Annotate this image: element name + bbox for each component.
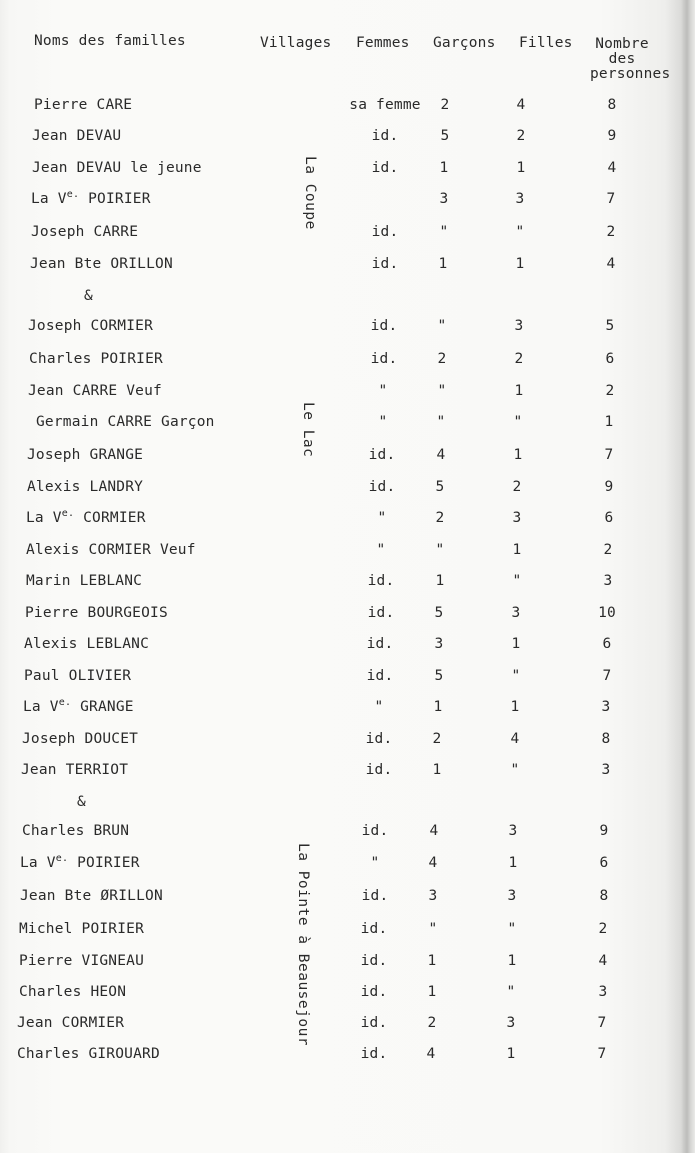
- family-name: Charles BRUN: [22, 823, 130, 839]
- femmes-value: ": [377, 510, 387, 526]
- family-name: Jean Bte ØRILLON: [20, 888, 163, 904]
- header-villages: Villages: [260, 35, 332, 51]
- family-name: Michel POIRIER: [19, 921, 145, 937]
- table-row: [0, 126, 695, 146]
- page-edge-shadow: [681, 0, 695, 1153]
- garcons-value: 2: [432, 731, 442, 747]
- header-family-names: Noms des familles: [34, 33, 186, 49]
- filles-value: 3: [514, 318, 524, 334]
- filles-value: 1: [506, 1046, 516, 1062]
- filles-value: ": [510, 762, 520, 778]
- femmes-value: ": [370, 855, 380, 871]
- femmes-value: id.: [370, 351, 398, 367]
- femmes-value: id.: [360, 1015, 388, 1031]
- nombre-value: 4: [598, 953, 608, 969]
- garcons-value: 1: [439, 160, 449, 176]
- femmes-value: id.: [371, 256, 399, 272]
- family-name: Alexis LANDRY: [27, 479, 144, 495]
- filles-value: 2: [512, 479, 522, 495]
- family-name-surname: POIRIER: [79, 191, 151, 207]
- femmes-value: sa femme: [349, 97, 421, 113]
- garcons-value: 4: [429, 823, 439, 839]
- table-row: [0, 189, 695, 209]
- table-row: [0, 951, 695, 971]
- filles-value: 2: [516, 128, 526, 144]
- filles-value: 1: [516, 160, 526, 176]
- family-name: Charles HEON: [19, 984, 127, 1000]
- table-row: [0, 222, 695, 242]
- nombre-value: 6: [605, 351, 615, 367]
- table-row: [0, 158, 695, 178]
- family-name: Joseph CORMIER: [28, 318, 154, 334]
- veuve-superscript: e.: [58, 697, 72, 708]
- table-row: [0, 982, 695, 1002]
- family-name: Paul OLIVIER: [24, 668, 132, 684]
- nombre-value: 8: [607, 97, 617, 113]
- garcons-value: 4: [428, 855, 438, 871]
- garcons-value: 3: [439, 191, 449, 207]
- family-name-surname: GRANGE: [71, 699, 134, 715]
- filles-value: 3: [511, 605, 521, 621]
- table-row: [0, 1013, 695, 1033]
- garcons-value: ": [437, 383, 447, 399]
- garcons-value: 3: [428, 888, 438, 904]
- nombre-value: 6: [604, 510, 614, 526]
- filles-value: 4: [510, 731, 520, 747]
- nombre-value: 6: [602, 636, 612, 652]
- family-name-prefix: La V: [23, 699, 59, 715]
- garcons-value: 2: [435, 510, 445, 526]
- table-row: [0, 412, 695, 432]
- family-name: Charles GIROUARD: [17, 1046, 160, 1062]
- ampersand-row: [0, 792, 695, 812]
- table-row: [0, 1044, 695, 1064]
- nombre-value: 9: [599, 823, 609, 839]
- table-row: [0, 477, 695, 497]
- nombre-value: 3: [598, 984, 608, 1000]
- family-name: Pierre CARE: [34, 97, 133, 113]
- table-row: [0, 603, 695, 623]
- femmes-value: ": [378, 383, 388, 399]
- filles-value: ": [506, 984, 516, 1000]
- garcons-value: 1: [427, 953, 437, 969]
- header-nombre-line2: des: [608, 51, 636, 67]
- garcons-value: 5: [435, 479, 445, 495]
- table-row: [0, 821, 695, 841]
- family-name: Jean Bte ORILLON: [30, 256, 173, 272]
- header-nombre-line1: Nombre: [595, 36, 649, 52]
- family-name: Charles POIRIER: [29, 351, 163, 367]
- filles-value: 1: [514, 383, 524, 399]
- filles-value: 4: [516, 97, 526, 113]
- family-name: Joseph CARRE: [31, 224, 139, 240]
- femmes-value: id.: [366, 668, 394, 684]
- filles-value: 1: [507, 953, 517, 969]
- femmes-value: id.: [368, 479, 396, 495]
- filles-value: 3: [506, 1015, 516, 1031]
- filles-value: ": [513, 414, 523, 430]
- table-row: [0, 381, 695, 401]
- nombre-value: 7: [597, 1015, 607, 1031]
- family-name: Alexis CORMIER Veuf: [26, 542, 196, 558]
- family-name: Joseph DOUCET: [22, 731, 139, 747]
- garcons-value: 5: [434, 668, 444, 684]
- header-filles: Filles: [519, 35, 573, 51]
- family-name: Jean DEVAU: [32, 128, 122, 144]
- nombre-value: 7: [606, 191, 616, 207]
- femmes-value: id.: [360, 1046, 388, 1062]
- femmes-value: id.: [360, 921, 388, 937]
- garcons-value: 1: [438, 256, 448, 272]
- filles-value: 1: [510, 699, 520, 715]
- nombre-value: 4: [606, 256, 616, 272]
- table-row: [0, 571, 695, 591]
- garcons-value: ": [428, 921, 438, 937]
- nombre-value: 7: [602, 668, 612, 684]
- garcons-value: 1: [433, 699, 443, 715]
- family-name: Jean DEVAU le jeune: [32, 160, 202, 176]
- header-nombre-line3: personnes: [590, 66, 671, 82]
- table-row: [0, 95, 695, 115]
- header-garcons: Garçons: [433, 35, 496, 51]
- family-name: Marin LEBLANC: [26, 573, 143, 589]
- veuve-superscript: e.: [66, 189, 80, 200]
- femmes-value: id.: [365, 731, 393, 747]
- nombre-value: 8: [601, 731, 611, 747]
- village-label-la-coupe: La Coupe: [302, 156, 318, 230]
- filles-value: 1: [515, 256, 525, 272]
- femmes-value: id.: [371, 224, 399, 240]
- family-name: [31, 189, 151, 209]
- family-name: Jean CARRE Veuf: [28, 383, 162, 399]
- femmes-value: id.: [366, 636, 394, 652]
- nombre-value: 9: [607, 128, 617, 144]
- table-row: [0, 316, 695, 336]
- nombre-value: 9: [604, 479, 614, 495]
- garcons-value: 2: [427, 1015, 437, 1031]
- filles-value: 2: [514, 351, 524, 367]
- nombre-value: 2: [603, 542, 613, 558]
- femmes-value: id.: [367, 605, 395, 621]
- filles-value: 1: [508, 855, 518, 871]
- table-row: [0, 254, 695, 274]
- garcons-value: 3: [434, 636, 444, 652]
- table-row: [0, 349, 695, 369]
- garcons-value: 1: [435, 573, 445, 589]
- table-row: [0, 445, 695, 465]
- village-label-la-pointe-a-beausejour: La Pointe à Beausejour: [295, 843, 311, 1047]
- nombre-value: 4: [607, 160, 617, 176]
- family-name: Jean TERRIOT: [21, 762, 129, 778]
- filles-value: ": [515, 224, 525, 240]
- nombre-value: 5: [605, 318, 615, 334]
- nombre-value: 3: [603, 573, 613, 589]
- filles-value: ": [511, 668, 521, 684]
- filles-value: 1: [513, 447, 523, 463]
- family-name-prefix: La V: [31, 191, 67, 207]
- femmes-value: id.: [371, 160, 399, 176]
- table-row: [0, 919, 695, 939]
- ampersand-separator: &: [77, 794, 86, 810]
- family-name-surname: CORMIER: [74, 510, 146, 526]
- nombre-value: 1: [604, 414, 614, 430]
- nombre-value: 2: [605, 383, 615, 399]
- garcons-value: 1: [432, 762, 442, 778]
- femmes-value: ": [378, 414, 388, 430]
- filles-value: 3: [512, 510, 522, 526]
- filles-value: 3: [507, 888, 517, 904]
- family-name: Jean CORMIER: [17, 1015, 125, 1031]
- header-femmes: Femmes: [356, 35, 410, 51]
- femmes-value: id.: [360, 984, 388, 1000]
- ampersand-separator: &: [84, 288, 93, 304]
- nombre-value: 2: [598, 921, 608, 937]
- femmes-value: id.: [360, 953, 388, 969]
- filles-value: ": [512, 573, 522, 589]
- femmes-value: id.: [367, 573, 395, 589]
- femmes-value: id.: [368, 447, 396, 463]
- nombre-value: 8: [599, 888, 609, 904]
- family-name-prefix: La V: [26, 510, 62, 526]
- femmes-value: ": [376, 542, 386, 558]
- filles-value: 3: [508, 823, 518, 839]
- veuve-superscript: e.: [61, 508, 75, 519]
- village-label-le-lac: Le Lac: [300, 402, 316, 458]
- family-name: Joseph GRANGE: [27, 447, 144, 463]
- veuve-superscript: e.: [55, 853, 69, 864]
- family-name: [23, 697, 134, 717]
- garcons-value: ": [439, 224, 449, 240]
- garcons-value: ": [437, 318, 447, 334]
- filles-value: 1: [512, 542, 522, 558]
- table-row: [0, 508, 695, 528]
- filles-value: 3: [515, 191, 525, 207]
- nombre-value: 3: [601, 762, 611, 778]
- femmes-value: id.: [370, 318, 398, 334]
- table-row: [0, 666, 695, 686]
- garcons-value: 5: [440, 128, 450, 144]
- ampersand-row: [0, 286, 695, 306]
- nombre-value: 10: [598, 605, 616, 621]
- garcons-value: 5: [434, 605, 444, 621]
- nombre-value: 7: [597, 1046, 607, 1062]
- garcons-value: 2: [437, 351, 447, 367]
- family-name: [26, 508, 146, 528]
- nombre-value: 7: [604, 447, 614, 463]
- family-name: Pierre BOURGEOIS: [25, 605, 168, 621]
- garcons-value: 2: [440, 97, 450, 113]
- garcons-value: 4: [436, 447, 446, 463]
- table-row: [0, 540, 695, 560]
- nombre-value: 3: [601, 699, 611, 715]
- garcons-value: 4: [426, 1046, 436, 1062]
- family-name: Germain CARRE Garçon: [36, 414, 215, 430]
- family-name-surname: POIRIER: [68, 855, 140, 871]
- table-row: [0, 729, 695, 749]
- femmes-value: id.: [365, 762, 393, 778]
- garcons-value: 1: [427, 984, 437, 1000]
- femmes-value: id.: [361, 823, 389, 839]
- femmes-value: ": [374, 699, 384, 715]
- garcons-value: ": [435, 542, 445, 558]
- family-name: [20, 853, 140, 873]
- family-name: Pierre VIGNEAU: [19, 953, 145, 969]
- table-row: [0, 853, 695, 873]
- table-row: [0, 697, 695, 717]
- filles-value: ": [507, 921, 517, 937]
- garcons-value: ": [436, 414, 446, 430]
- table-row: [0, 760, 695, 780]
- femmes-value: id.: [361, 888, 389, 904]
- table-row: [0, 634, 695, 654]
- family-name-prefix: La V: [20, 855, 56, 871]
- family-name: Alexis LEBLANC: [24, 636, 150, 652]
- femmes-value: id.: [371, 128, 399, 144]
- nombre-value: 6: [599, 855, 609, 871]
- filles-value: 1: [511, 636, 521, 652]
- nombre-value: 2: [606, 224, 616, 240]
- table-row: [0, 886, 695, 906]
